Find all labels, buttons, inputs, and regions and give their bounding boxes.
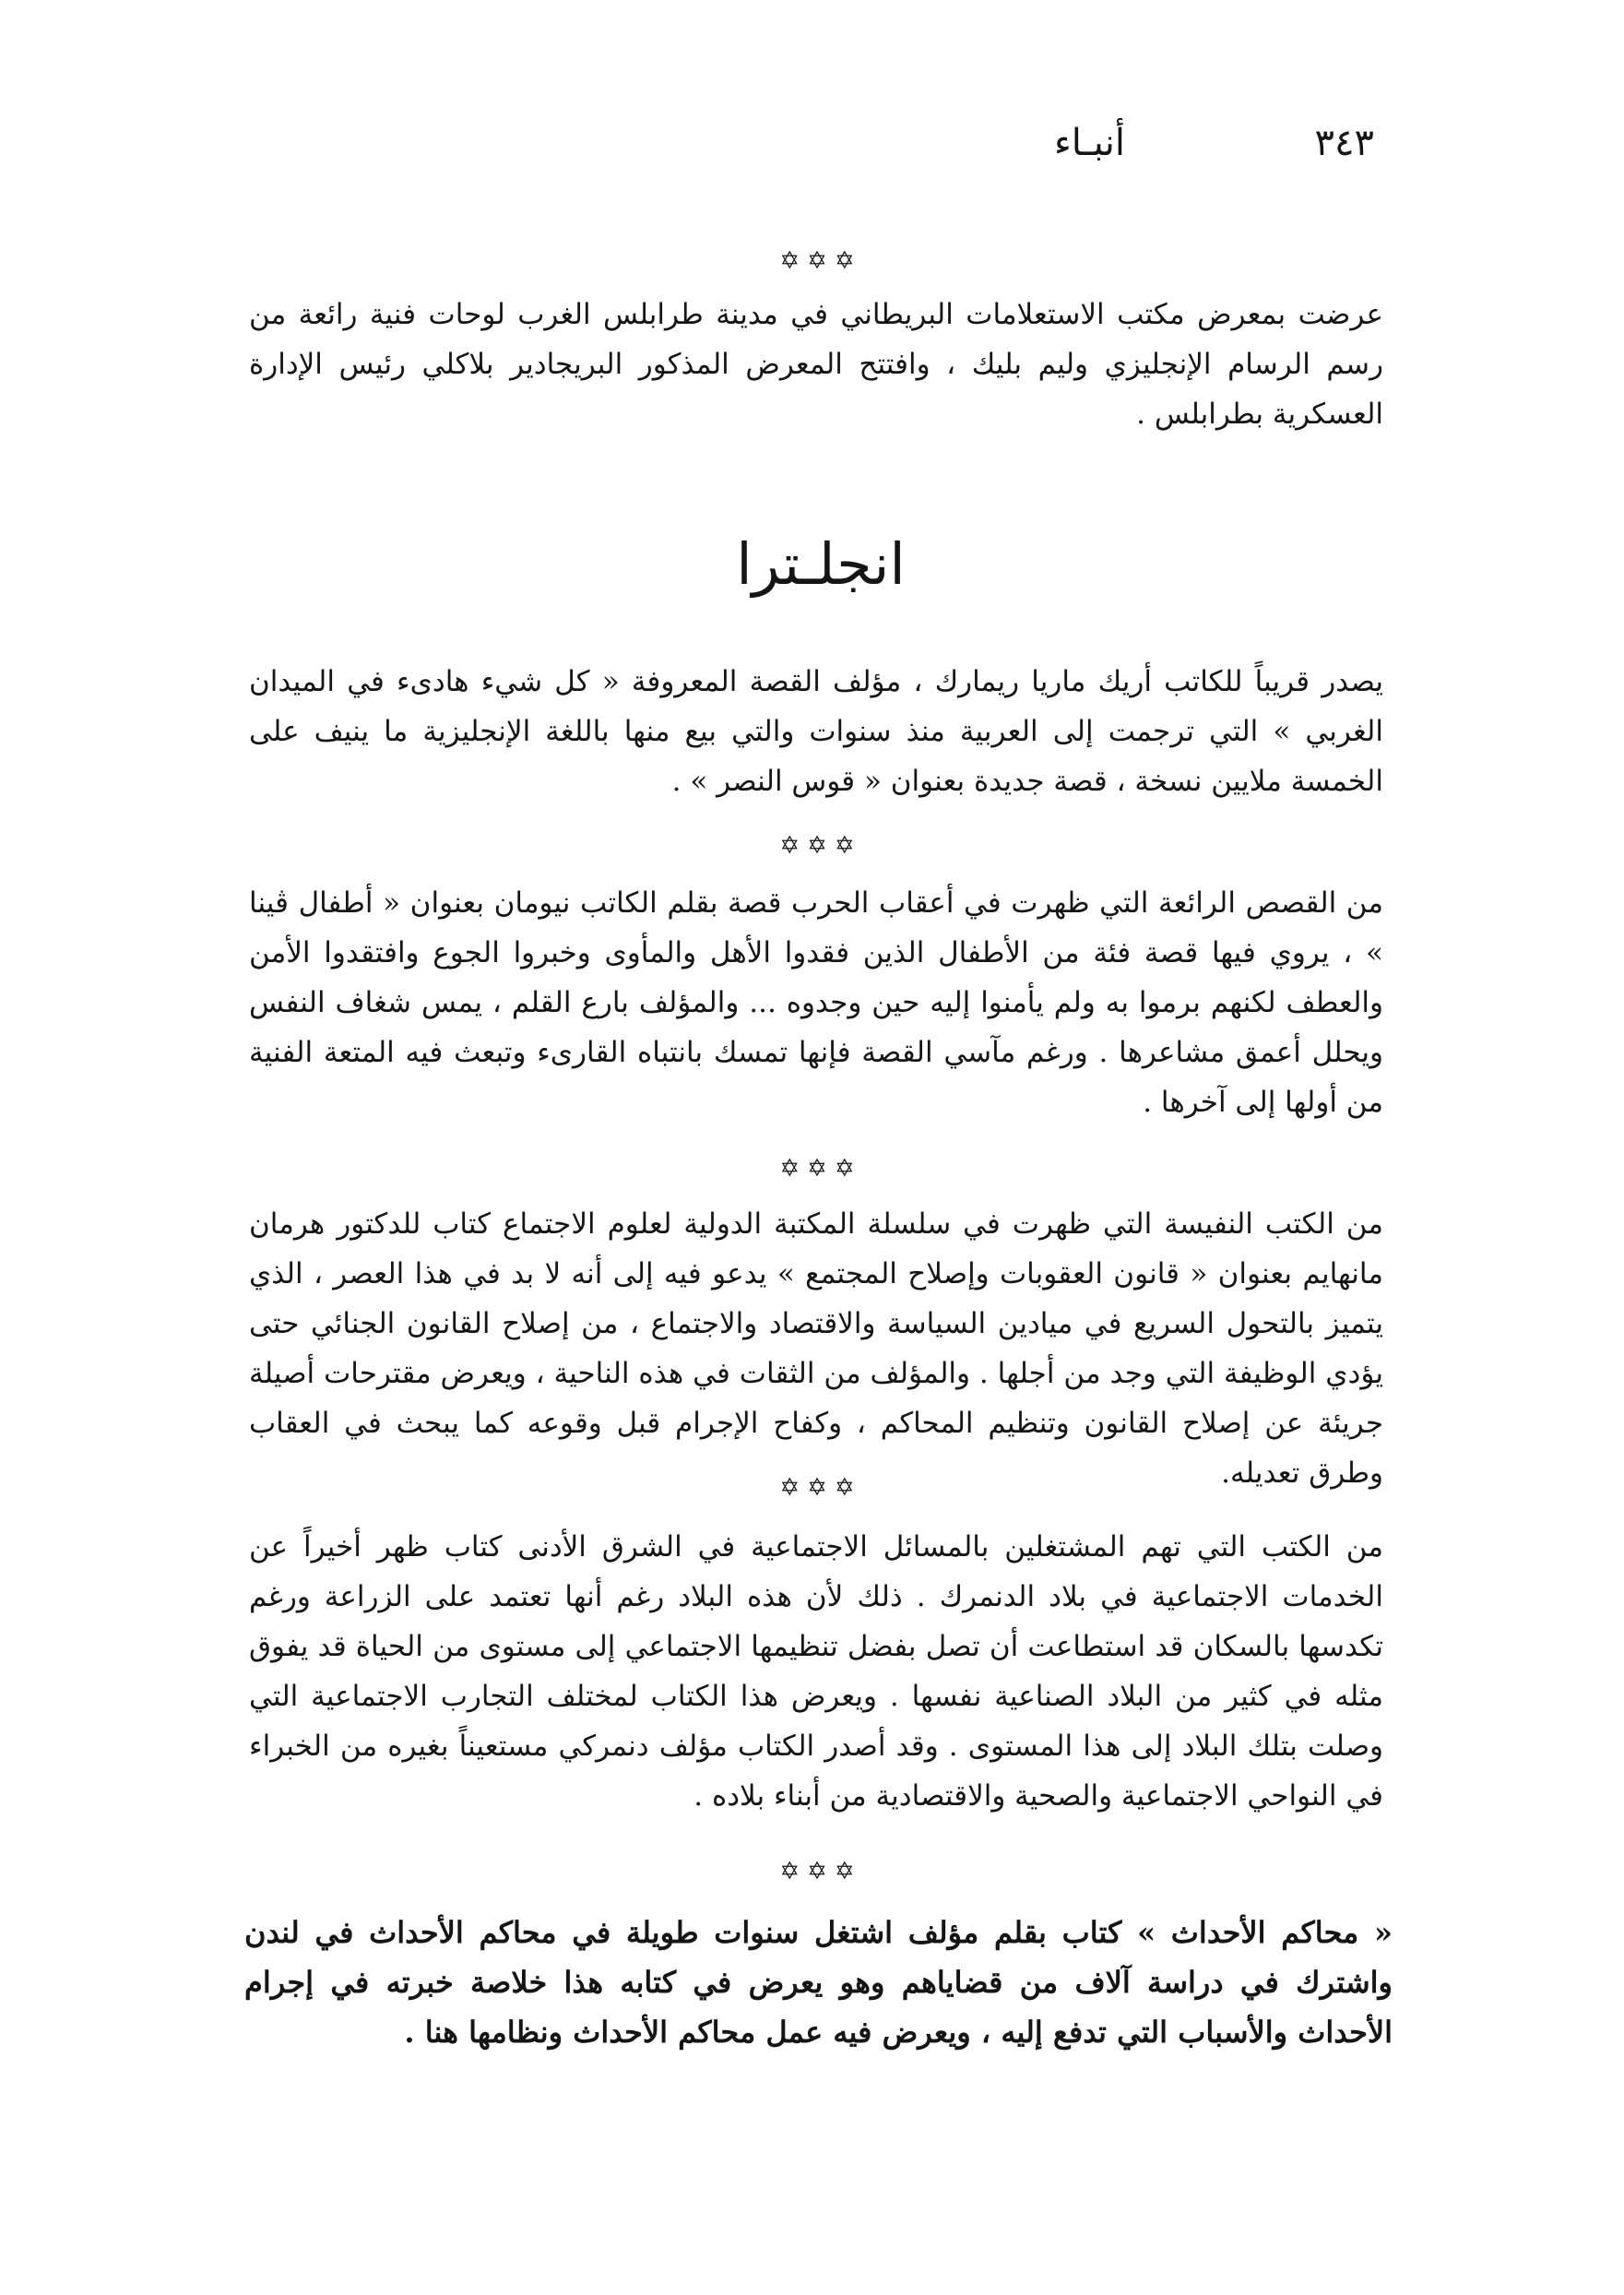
- running-title: أنبـاء: [1053, 122, 1125, 164]
- section-separator: ✡✡✡: [779, 1858, 862, 1885]
- paragraph-tripoli-exhibition: عرضت بمعرض مكتب الاستعلامات البريطاني في مدينة طرابلس الغرب لوحات فنية رائعة من رسم الرسام الإنجليزي وليم بليك ، وافتتح المعرض المذكور البريجادير بلاكلي رئيس الإدارة العسكرية بطرابلس .: [249, 298, 1383, 431]
- paragraph-children-vienna: من القصص الرائعة التي ظهرت في أعقاب الحرب قصة بقلم الكاتب نيومان بعنوان « أطفال ڤينا » ، يروي فيها قصة فئة من الأطفال الذين فقدوا الأهل والمأوى وخبروا الجوع وافتقدوا الأمن والعطف لكنهم برموا به ولم يأمنوا إليه حين وجدوه ... والمؤلف بارع القلم ، يمس شغاف النفس ويحلل أعمق مشاعرها . ورغم مآسي القصة فإنها تمسك بانتباه القارىء وتبعث فيه المتعة الفنية من أولها إلى آخرها .: [249, 886, 1383, 1119]
- section-separator: ✡✡✡: [779, 832, 862, 860]
- paragraph-juvenile-courts: « محاكم الأحداث » كتاب بقلم مؤلف اشتغل سنوات طويلة في محاكم الأحداث في لندن واشترك في دراسة آلاف من قضاياهم وهو يعرض في كتابه هذا خلاصة خبرته في إجرام الأحداث والأسباب التي تدفع إليه ، ويعرض فيه عمل محاكم الأحداث ونظامها هنا .: [244, 1915, 1393, 2050]
- section-separator: ✡✡✡: [779, 1474, 862, 1502]
- page-header: [286, 122, 1374, 177]
- paragraph-denmark: من الكتب التي تهم المشتغلين بالمسائل الاجتماعية في الشرق الأدنى كتاب ظهر أخيراً عن الخدمات الاجتماعية في بلاد الدنمرك . ذلك لأن هذه البلاد رغم أنها تعتمد على الزراعة ورغم تكدسها بالسكان قد استطاعت أن تصل بفضل تنظيمها الاجتماعي إلى مستوى من الحياة قد يفوق مثله في كثير من البلاد الصناعية نفسها . ويعرض هذا الكتاب لمختلف التجارب الاجتماعية التي وصلت بتلك البلاد إلى هذا المستوى . وقد أصدر الكتاب مؤلف دنمركي مستعيناً بغيره من الخبراء في النواحي الاجتماعية والصحية والاقتصادية من أبناء بلاده .: [249, 1530, 1383, 1813]
- paragraph-remarque: يصدر قريباً للكاتب أريك ماريا ريمارك ، مؤلف القصة المعروفة « كل شيء هادىء في الميدان الغربي » التي ترجمت إلى العربية منذ سنوات والتي بيع منها باللغة الإنجليزية ما ينيف على الخمسة ملايين نسخة ، قصة جديدة بعنوان « قوس النصر » .: [249, 665, 1383, 798]
- section-separator: ✡✡✡: [779, 247, 862, 275]
- section-title-england: انجلـترا: [736, 530, 906, 598]
- section-separator: ✡✡✡: [779, 1155, 862, 1183]
- page-number: ٣٤٣: [1314, 122, 1374, 164]
- paragraph-mannheim: من الكتب النفيسة التي ظهرت في سلسلة المكتبة الدولية لعلوم الاجتماع كتاب للدكتور هرمان مانهايم بعنوان « قانون العقوبات وإصلاح المجتمع » يدعو فيه إلى أنه لا بد في هذا العصر ، الذي يتميز بالتحول السريع في ميادين السياسة والاقتصاد والاجتماع ، من إصلاح القانون الجنائي حتى يؤدي الوظيفة التي وجد من أجلها . والمؤلف من الثقات في هذه الناحية ، ويعرض مقترحات أصيلة جريئة عن إصلاح القانون وتنظيم المحاكم ، وكفاح الإجرام قبل وقوعه كما يبحث في العقاب وطرق تعديله.: [249, 1207, 1383, 1490]
